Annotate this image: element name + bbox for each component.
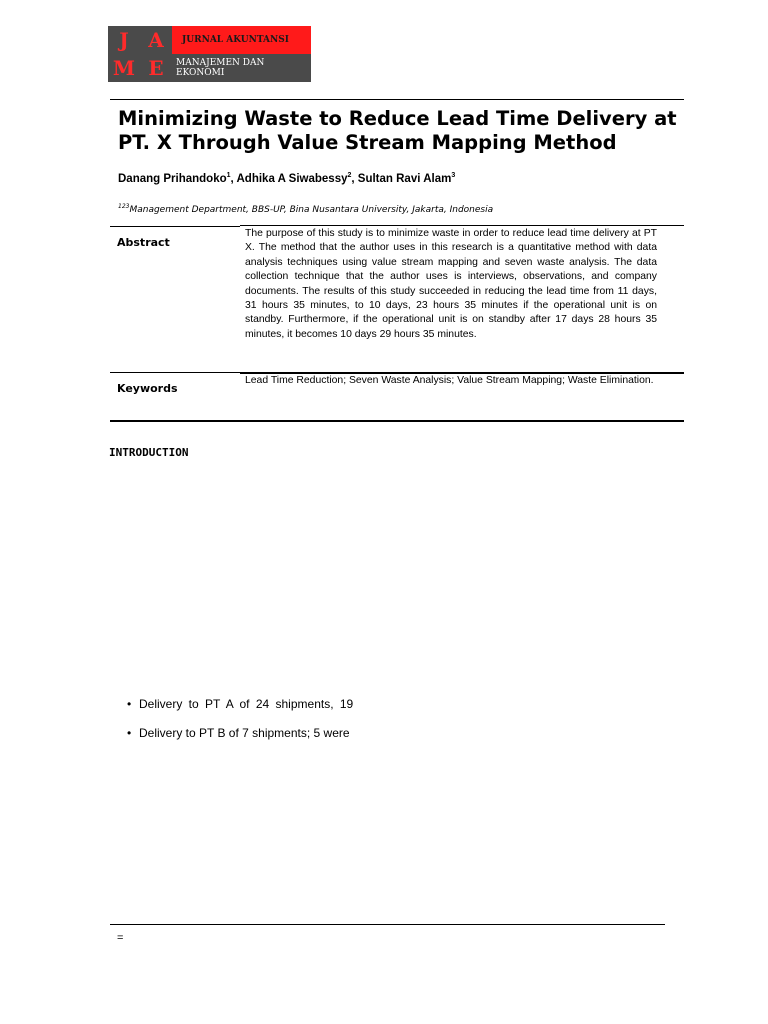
footnote-divider	[110, 924, 665, 925]
bullet-marker: •	[127, 697, 132, 711]
author-name: Sultan Ravi Alam	[357, 172, 452, 185]
affiliation-numbers: 123	[118, 203, 130, 210]
author-affiliation-number: 2	[347, 172, 352, 179]
author-separator: ,	[230, 172, 237, 185]
logo-letter-m: M	[112, 56, 136, 80]
keywords-text-divider	[240, 372, 684, 374]
list-item-text: Delivery to PT B of 7 shipments; 5 were	[139, 726, 350, 740]
author-separator: ,	[351, 172, 358, 185]
keywords-label-divider	[110, 372, 240, 373]
author-affiliation	[118, 203, 493, 215]
list-item	[127, 726, 350, 740]
introduction-heading: INTRODUCTION	[109, 446, 189, 459]
paper-title: Minimizing Waste to Reduce Lead Time Delivery at PT. X Through Value Stream Mapping Method	[118, 107, 677, 154]
abstract-label: Abstract	[117, 236, 170, 249]
abstract-label-divider	[110, 226, 240, 227]
author-name: Adhika A Siwabessy	[236, 172, 348, 185]
logo-letter-e: E	[148, 56, 164, 80]
logo-letter-j: J	[119, 28, 129, 52]
list-item	[127, 697, 353, 711]
list-item-text: Delivery to PT A of 24 shipments, 19	[139, 697, 354, 711]
abstract-text: The purpose of this study is to minimize waste in order to reduce lead time delivery at PT X. The method that the author uses in this research is a quantitative method with data analysis techniques using value stream mapping and seven waste analysis. The data collection technique that the author uses is interviews, observations, and company documents. The results of this study succeeded in reducing the lead time from 11 days, 31 hours 35 minutes, to 10 days, 23 hours 35 minutes if the operational unit is on standby. Furthermore, if the operational unit is on standby after 17 days 28 hours 35 minutes, it becomes 10 days 29 hours 35 minutes.	[245, 228, 657, 340]
footnote-mark: =	[117, 932, 124, 944]
author-list	[118, 172, 455, 185]
abstract-text-divider	[240, 225, 684, 226]
keywords-text: Lead Time Reduction; Seven Waste Analysis; Value Stream Mapping; Waste Elimination.	[245, 375, 654, 386]
author-name: Danang Prihandoko	[118, 172, 227, 185]
affiliation-text: Management Department, BBS-UP, Bina Nusantara University, Jakarta, Indonesia	[129, 205, 494, 215]
header-divider	[110, 99, 684, 100]
author-affiliation-number: 3	[451, 172, 456, 179]
journal-logo	[108, 26, 311, 82]
journal-logo-letters	[108, 26, 172, 82]
bullet-marker: •	[127, 726, 132, 740]
author-affiliation-number: 1	[226, 172, 231, 179]
journal-name-line1: JURNAL AKUNTANSI	[172, 26, 311, 54]
journal-name-block	[172, 26, 311, 82]
keywords-bottom-divider	[110, 420, 684, 422]
journal-name-line2: MANAJEMEN DAN EKONOMI	[172, 54, 311, 82]
keywords-label: Keywords	[117, 382, 178, 395]
logo-letter-a: A	[148, 28, 164, 52]
